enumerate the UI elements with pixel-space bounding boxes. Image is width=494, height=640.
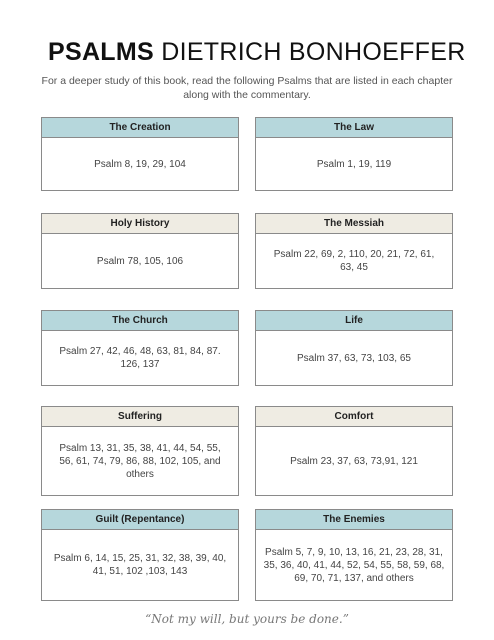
card-title: Guilt (Repentance) <box>42 510 238 530</box>
card-guilt-repentance <box>41 509 239 601</box>
card-title: The Creation <box>42 118 238 138</box>
card-text: Psalm 5, 7, 9, 10, 13, 16, 21, 23, 28, 31, 35, 36, 40, 41, 44, 52, 54, 55, 58, 59, 68, 69, 70, 71, 137, and others <box>263 546 445 584</box>
card-text: Psalm 1, 19, 119 <box>316 158 392 170</box>
card-text: Psalm 23, 37, 63, 73,91, 121 <box>290 455 418 467</box>
card-the-enemies <box>255 509 453 601</box>
title-author: DIETRICH BONHOEFFER <box>161 38 466 66</box>
card-text: Psalm 6, 14, 15, 25, 31, 32, 38, 39, 40, 41, 51, 102 ,103, 143 <box>53 553 227 577</box>
card-comfort <box>255 406 453 496</box>
title-bold: PSALMS <box>48 38 154 66</box>
card-title: Life <box>256 311 452 331</box>
intro-text: For a deeper study of this book, read the following Psalms that are listed in each chapter along with the commentary. <box>41 75 453 101</box>
card-the-law <box>255 117 453 191</box>
card-text: Psalm 13, 31, 35, 38, 41, 44, 54, 55, 56, 61, 74, 79, 86, 88, 102, 105, and others <box>59 442 221 480</box>
footer-quote: “Not my will, but yours be done.” <box>145 612 349 626</box>
card-text: Psalm 8, 19, 29, 104 <box>94 158 186 170</box>
card-the-messiah <box>255 213 453 289</box>
card-title: Comfort <box>256 407 452 427</box>
card-text: Psalm 27, 42, 46, 48, 63, 81, 84, 87. 126, 137 <box>59 346 221 370</box>
card-text: Psalm 22, 69, 2, 110, 20, 21, 72, 61, 63, 45 <box>273 249 435 273</box>
card-title: Suffering <box>42 407 238 427</box>
card-title: The Law <box>256 118 452 138</box>
card-title: The Enemies <box>256 510 452 530</box>
card-text: Psalm 37, 63, 73, 103, 65 <box>297 352 411 364</box>
card-title: Holy History <box>42 214 238 234</box>
card-title: The Church <box>42 311 238 331</box>
card-the-creation <box>41 117 239 191</box>
card-life <box>255 310 453 386</box>
card-text: Psalm 78, 105, 106 <box>96 255 184 267</box>
page-title <box>48 38 466 67</box>
card-title: The Messiah <box>256 214 452 234</box>
card-the-church <box>41 310 239 386</box>
card-suffering <box>41 406 239 496</box>
card-holy-history <box>41 213 239 289</box>
